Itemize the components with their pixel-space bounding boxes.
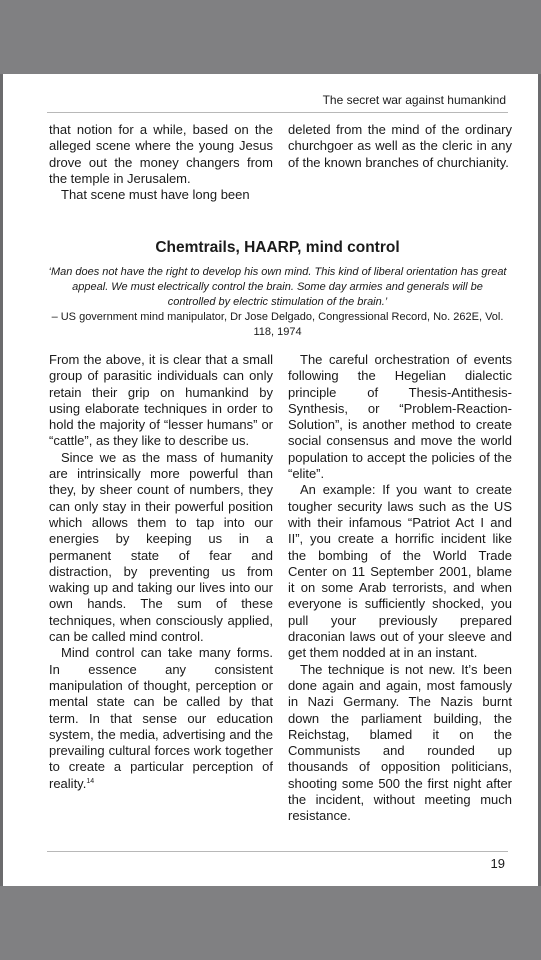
page-number: 19 <box>490 856 505 871</box>
paragraph: An example: If you want to create tougher security laws such as the US with their infamous “Patriot Act I and II”, you create a horrific incident like the bombing of the World Trade Center on 11 September 2001, blame it on some Arab terrorists, and when everyone is sufficiently shocked, you pull your previously prepared draconian laws out of your sleeve and get them nodded at in an instant. <box>288 482 512 661</box>
paragraph: The technique is not new. It’s been done again and again, most famously in Nazi Germany. The Nazis burnt down the parliament building, the Reichstag, blamed it on the Communists and rounded up thousands of opposition politicians, shooting some 500 the first night after the incident, without meeting much resistance. <box>288 661 512 824</box>
paragraph: deleted from the mind of the ordinary churchgoer as well as the cleric in any of the known branches of churchianity. <box>288 122 512 170</box>
footnote-reference[interactable]: 14 <box>86 777 95 785</box>
book-page <box>0 74 541 886</box>
top-right-column <box>288 122 512 171</box>
paragraph: The careful orchestration of events following the Hegelian dialectic principle of Thesis-Antithesis-Synthesis, or “Problem-Reaction-Solution”, is another method to create social consensus and move the world population to accept the policies of the “elite”. <box>288 352 512 482</box>
paragraph-text: Mind control can take many forms. In essence any consistent manipulation of thought, perception or mental state can be called by that term. In that sense our education system, the media, advertising and the prevailing cultural forces work together to create a particular perception of reality. <box>49 645 273 791</box>
epigraph-quote: ‘Man does not have the right to develop his own mind. This kind of liberal orientation has great appeal. We must electrically control the brain. Some day armies and generals will be controlled by electric stimulation of the brain.’ <box>48 266 507 308</box>
paragraph: That scene must have long been <box>61 187 250 203</box>
header-rule <box>47 112 508 113</box>
section-heading: Chemtrails, HAARP, mind control <box>155 239 400 256</box>
paragraph <box>49 645 273 792</box>
paragraph: that notion for a while, based on the alleged scene where the young Jesus drove out the money changers from the temple in Jerusalem. <box>49 122 273 186</box>
right-column <box>288 352 512 825</box>
top-left-column <box>49 122 273 203</box>
paragraph: From the above, it is clear that a small group of parasitic individuals can only retain their grip on humankind by using elaborate techniques in order to hold the majority of “lesser humans” or “cattle”, as they like to describe us. <box>49 352 273 449</box>
epigraph <box>47 265 508 340</box>
epigraph-source: – US government mind manipulator, Dr Jose Delgado, Congressional Record, No. 262E, Vol. 118, 1974 <box>51 311 504 338</box>
paragraph: Since we as the mass of humanity are intrinsically more powerful than they, by sheer count of numbers, they can only stay in their powerful position which allows them to tap into our energies by keeping us in a permanent state of fear and distraction, by preventing us from waking up and taking our lives into our own hands. The sum of these techniques, when consciously applied, can be called mind control. <box>49 449 273 645</box>
running-header: The secret war against humankind <box>322 93 506 107</box>
footer-rule <box>47 851 508 852</box>
left-column <box>49 352 273 792</box>
